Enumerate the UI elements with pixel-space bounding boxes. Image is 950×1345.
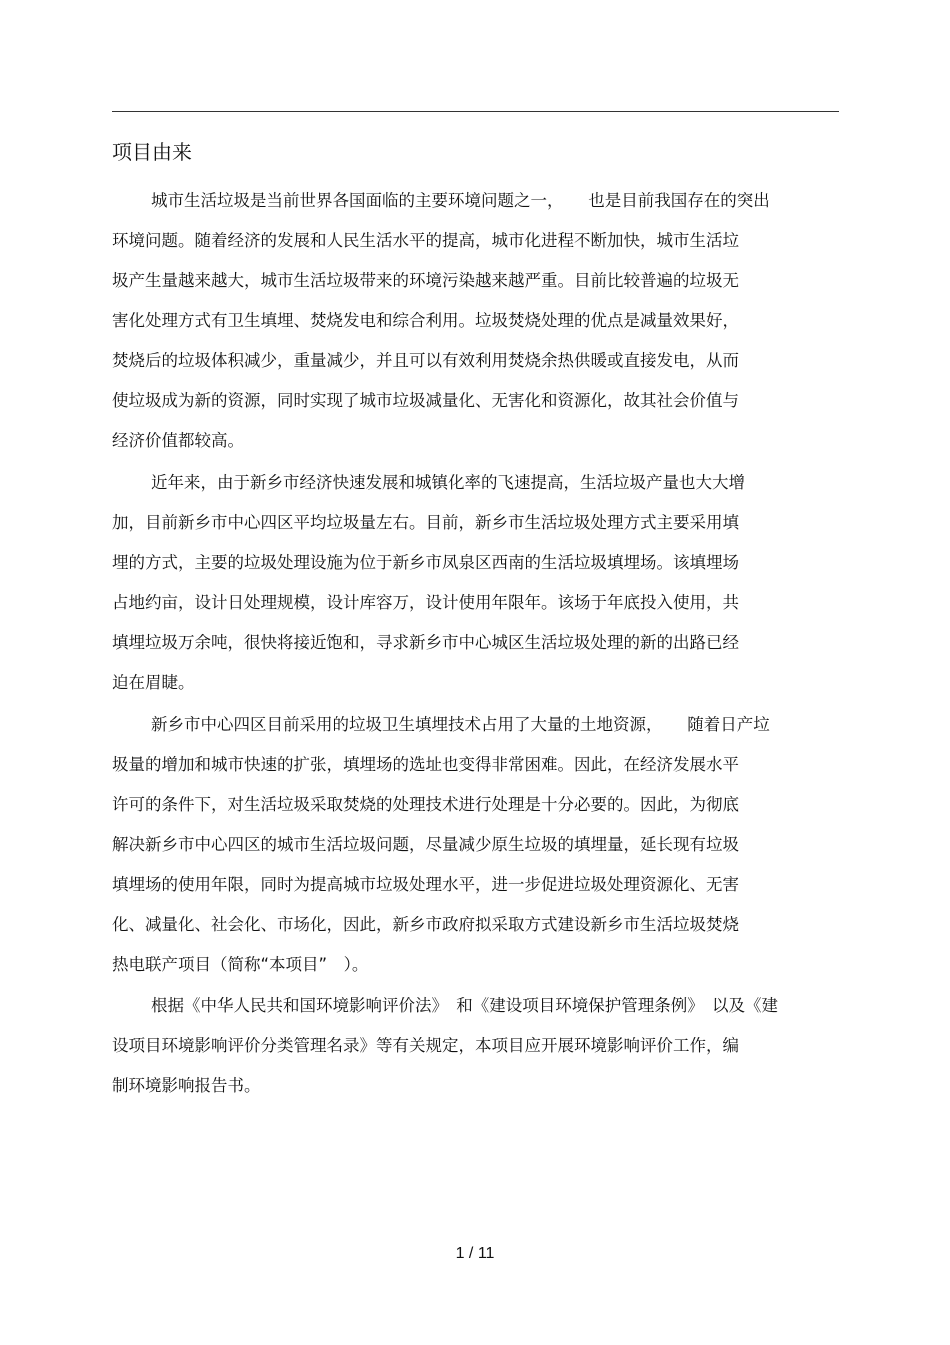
paragraph-line: 解决新乡市中心四区的城市生活垃圾问题，尽量减少原生垃圾的填埋量，延长现有垃圾: [112, 835, 739, 854]
paragraph-line: 圾产生量越来越大，城市生活垃圾带来的环境污染越来越严重。目前比较普遍的垃圾无: [112, 271, 739, 290]
paragraph-line: 使垃圾成为新的资源，同时实现了城市垃圾减量化、无害化和资源化，故其社会价值与: [112, 391, 739, 410]
header-rule: [112, 111, 839, 112]
paragraph-line: 环境问题。随着经济的发展和人民生活水平的提高，城市化进程不断加快，城市生活垃: [112, 231, 739, 250]
paragraph-line: 埋的方式，主要的垃圾处理设施为位于新乡市凤泉区西南的生活垃圾填埋场。该填埋场: [112, 553, 739, 572]
paragraph-line: 根据《中华人民共和国环境影响评价法》 和《建设项目环境保护管理条例》 以及《建: [151, 996, 778, 1015]
paragraph-line: 圾量的增加和城市快速的扩张，填埋场的选址也变得非常困难。因此，在经济发展水平: [112, 755, 739, 774]
paragraph-line: 加，目前新乡市中心四区平均垃圾量左右。目前，新乡市生活垃圾处理方式主要采用填: [112, 513, 739, 532]
page-number: 1 / 11: [455, 1245, 495, 1262]
paragraph-line: 热电联产项目（简称“本项目” ）。: [112, 955, 369, 974]
paragraph-line: 经济价值都较高。: [112, 431, 244, 450]
paragraph-line: 焚烧后的垃圾体积减少，重量减少，并且可以有效利用焚烧余热供暖或直接发电，从而: [112, 351, 739, 370]
paragraph-line: 新乡市中心四区目前采用的垃圾卫生填埋技术占用了大量的土地资源， 随着日产垃: [151, 715, 770, 734]
paragraph-line: 城市生活垃圾是当前世界各国面临的主要环境问题之一， 也是目前我国存在的突出: [151, 191, 770, 210]
paragraph-line: 制环境影响报告书。: [112, 1076, 261, 1095]
paragraph-line: 填埋场的使用年限，同时为提高城市垃圾处理水平，进一步促进垃圾处理资源化、无害: [112, 875, 739, 894]
paragraph-line: 填埋垃圾万余吨，很快将接近饱和，寻求新乡市中心城区生活垃圾处理的新的出路已经: [112, 633, 739, 652]
section-heading: 项目由来: [112, 140, 192, 164]
paragraph-line: 化、减量化、社会化、市场化，因此，新乡市政府拟采取方式建设新乡市生活垃圾焚烧: [112, 915, 739, 934]
paragraph-line: 占地约亩，设计日处理规模，设计库容万，设计使用年限年。该场于年底投入使用，共: [112, 593, 739, 612]
paragraph-line: 许可的条件下，对生活垃圾采取焚烧的处理技术进行处理是十分必要的。因此，为彻底: [112, 795, 739, 814]
paragraph-line: 近年来，由于新乡市经济快速发展和城镇化率的飞速提高，生活垃圾产量也大大增: [151, 473, 745, 492]
paragraph-line: 设项目环境影响评价分类管理名录》等有关规定，本项目应开展环境影响评价工作，编: [112, 1036, 739, 1055]
paragraph-line: 迫在眉睫。: [112, 673, 195, 692]
paragraph-line: 害化处理方式有卫生填埋、焚烧发电和综合利用。垃圾焚烧处理的优点是减量效果好，: [112, 311, 739, 330]
